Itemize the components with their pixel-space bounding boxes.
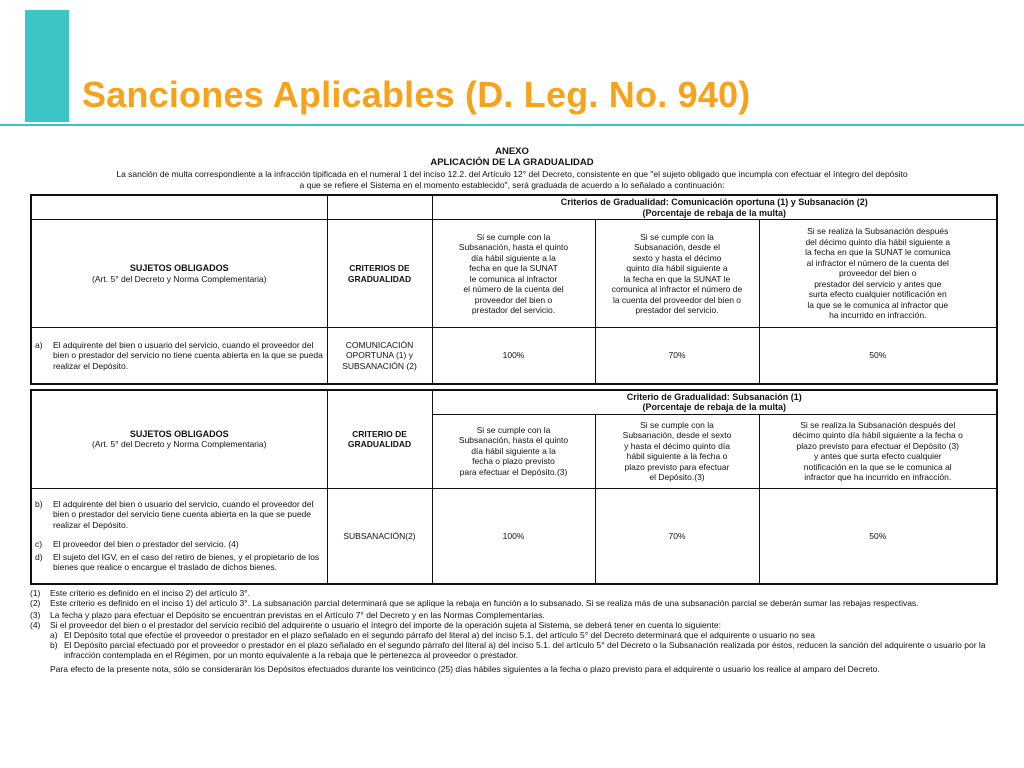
t2-criterio-line-1: CRITERIO DE bbox=[352, 428, 407, 439]
footnote-4-a-text: El Depósito total que efectúe el proveedor o prestador en el plazo señalado en el segundo párrafo del literal a) del inciso 5.1. del artículo 5° del Decreto determinará que el adquirente o usuario no sea bbox=[64, 630, 815, 640]
footnote-1-label: (1) bbox=[30, 588, 41, 598]
t2-option-2: Si se cumple con la Subsanación, desde el sexto y hasta el décimo quinto día hábil siguiente a la fecha o plazo previsto para efectuar el Depósito.(3) bbox=[595, 414, 759, 488]
t1-blank-corner-b bbox=[327, 195, 432, 220]
t2-pct-1: 100% bbox=[432, 488, 595, 584]
title-rule bbox=[0, 124, 1024, 126]
t2-sujetos-title: SUJETOS OBLIGADOS bbox=[129, 428, 229, 439]
gradualidad-table-1 bbox=[30, 194, 998, 385]
anexo-label: ANEXO bbox=[495, 146, 529, 157]
footnote-1-text: Este criterio es definido en el inciso 2) del artículo 3°. bbox=[50, 588, 250, 598]
t2-criterio-value: SUBSANACIÓN(2) bbox=[327, 488, 432, 584]
t1-pct-1: 100% bbox=[432, 328, 595, 384]
footnote-3 bbox=[30, 610, 996, 620]
t1-case-a-label: a) bbox=[35, 339, 43, 350]
slide-title: Sanciones Aplicables (D. Leg. No. 940) bbox=[82, 74, 751, 115]
t2-option-1: Si se cumple con la Subsanación, hasta el quinto día hábil siguiente a la fecha o plazo previsto para efectuar el Depósito.(3) bbox=[432, 414, 595, 488]
t1-criterios-line-2: GRADUALIDAD bbox=[347, 273, 412, 284]
t2-case-d bbox=[35, 552, 324, 573]
t1-criterios-header bbox=[327, 220, 432, 328]
t2-cases bbox=[31, 488, 327, 584]
t1-sujetos-subtitle: (Art. 5° del Decreto y Norma Complementaria) bbox=[92, 273, 267, 284]
footnote-4 bbox=[30, 620, 996, 630]
t2-case-c bbox=[35, 539, 324, 550]
t2-pct-3: 50% bbox=[759, 488, 997, 584]
t2-criteria-header bbox=[432, 390, 997, 415]
t1-option-1: Si se cumple con la Subsanación, hasta el quinto día hábil siguiente a la fecha en que la SUNAT le comunica al infractor el número de la cuenta del proveedor del bien o prestador del servicio. bbox=[432, 220, 595, 328]
footnote-4-a bbox=[50, 630, 996, 640]
t2-case-c-label: c) bbox=[35, 539, 43, 550]
t1-option-2: Si se cumple con la Subsanación, desde el sexto y hasta el décimo quinto día hábil siguiente a la fecha en que la SUNAT le comunica al infractor el número de la cuenta del proveedor del bien o prestador del servicio. bbox=[595, 220, 759, 328]
t1-blank-corner-a bbox=[31, 195, 327, 220]
footnote-2-label: (2) bbox=[30, 598, 41, 608]
t1-sujetos-header bbox=[31, 220, 327, 328]
t2-criteria-subtitle: (Porcentaje de rebaja de la multa) bbox=[642, 402, 787, 412]
footnote-1 bbox=[30, 588, 996, 598]
t1-criterios-line-1: CRITERIOS DE bbox=[349, 263, 410, 273]
anexo-heading: APLICACIÓN DE LA GRADUALIDAD bbox=[430, 157, 594, 168]
t1-criteria-subtitle: (Porcentaje de rebaja de la multa) bbox=[642, 207, 787, 218]
accent-bar bbox=[25, 10, 69, 122]
t2-case-b-label: b) bbox=[35, 498, 43, 509]
t2-criterio-line-2: GRADUALIDAD bbox=[347, 439, 412, 449]
t2-sujetos-header bbox=[31, 390, 327, 489]
footnote-2 bbox=[30, 598, 996, 608]
t2-criteria-title: Criterio de Gradualidad: Subsanación (1) bbox=[626, 391, 802, 402]
t2-case-c-text: El proveedor del bien o prestador del servicio. (4) bbox=[53, 539, 239, 550]
footnote-4-b bbox=[50, 640, 996, 660]
t2-case-b-text: El adquirente del bien o usuario del servicio, cuando el proveedor del bien o prestador del servicio tiene cuenta abierta en la que se puede realizar el Depósito. bbox=[53, 498, 314, 530]
t2-criterio-header bbox=[327, 390, 432, 489]
t2-case-d-text: El sujeto del IGV, en el caso del retiro de bienes, y el propietario de los bienes que realice o encargue el traslado de dichos bienes. bbox=[53, 551, 320, 573]
t2-sujetos-subtitle: (Art. 5° del Decreto y Norma Complementaria) bbox=[92, 439, 267, 449]
footnote-4-label: (4) bbox=[30, 620, 41, 630]
t1-case-a bbox=[31, 328, 327, 384]
footnote-3-label: (3) bbox=[30, 610, 41, 620]
t2-case-b bbox=[35, 499, 324, 531]
footnotes bbox=[30, 588, 996, 674]
footnote-4-text: Si el proveedor del bien o el prestador del servicio recibió del adquirente o usuario el íntegro del importe de la operación sujeta al Sistema, se deberá tener en cuenta lo siguiente: bbox=[50, 620, 721, 630]
t1-pct-3: 50% bbox=[759, 328, 997, 384]
footnote-3-text: La fecha y plazo para efectuar el Depósito se encuentran previstas en el Artículo 7° del Decreto y en las Normas Complementarias. bbox=[50, 610, 545, 620]
t1-pct-2: 70% bbox=[595, 328, 759, 384]
footnote-4-b-text: El Depósito parcial efectuado por el proveedor o prestador en el plazo señalado en el segundo párrafo del literal a) del inciso 5.1. del artículo 5° del Decreto o la Subsanación realizada por éstos, reducen la sanción del adquirente o usuario por la infracción contemplada en el Régimen, por un monto equivalente a la rebaja que le pertenezca al proveedor o prestador. bbox=[64, 640, 986, 660]
t2-option-3: Si se realiza la Subsanación después del décimo quinto día hábil siguiente a la fecha o plazo previsto para efectuar el Depósito (3) y antes que surta efecto cualquier notificación en la que se le comunica al infractor que ha incurrido en infracción. bbox=[759, 414, 997, 488]
footnote-2-text: Este criterio es definido en el inciso 1) del artículo 3°. La subsanación parcial determinará que se aplique la rebaja en función a lo subsanado. Si se realiza más de una subsanación parcial se deberán sumar las rebajas respectivas. bbox=[50, 598, 919, 608]
intro-line-1: La sanción de multa correspondiente a la infracción tipificada en el numeral 1 del inciso 12.2. del Artículo 12° del Decreto, consistente en que "el sujeto obligado que incumpla con efectuar el íntegro del depósito bbox=[116, 169, 908, 179]
t2-pct-2: 70% bbox=[595, 488, 759, 584]
gradualidad-table-2 bbox=[30, 389, 998, 586]
annex-document bbox=[28, 146, 996, 674]
t1-criterio-value: COMUNICACIÓN OPORTUNA (1) y SUBSANACIÓN (2) bbox=[327, 328, 432, 384]
footnote-4-b-label: b) bbox=[50, 640, 58, 650]
t1-case-a-text: El adquirente del bien o usuario del servicio, cuando el proveedor del bien o prestador del servicio no tiene cuenta abierta en la que se pueda realizar el Depósito. bbox=[53, 339, 323, 371]
intro-paragraph bbox=[32, 169, 992, 190]
t1-criteria-header bbox=[432, 195, 997, 220]
t1-criteria-title: Criterios de Gradualidad: Comunicación oportuna (1) y Subsanación (2) bbox=[560, 197, 868, 207]
t2-case-d-label: d) bbox=[35, 551, 43, 562]
footnote-4-a-label: a) bbox=[50, 630, 58, 640]
t1-sujetos-title: SUJETOS OBLIGADOS bbox=[129, 263, 229, 273]
intro-line-2: a que se refiere el Sistema en el momento establecido", será graduada de acuerdo a lo señalado a continuación: bbox=[299, 179, 725, 190]
footnote-4-final: Para efecto de la presente nota, sólo se considerarán los Depósitos efectuados durante los veinticinco (25) días hábiles siguientes a la fecha o plazo previsto para el adquirente o usuario los realice al amparo del Decreto. bbox=[50, 664, 880, 674]
t1-option-3: Si se realiza la Subsanación después del décimo quinto día hábil siguiente a la fecha en que la SUNAT le comunica al infractor el número de la cuenta del proveedor del bien o prestador del servicio y antes que surta efecto cualquier notificación en la que se le comunica al infractor que ha incurrido en infracción. bbox=[759, 220, 997, 328]
